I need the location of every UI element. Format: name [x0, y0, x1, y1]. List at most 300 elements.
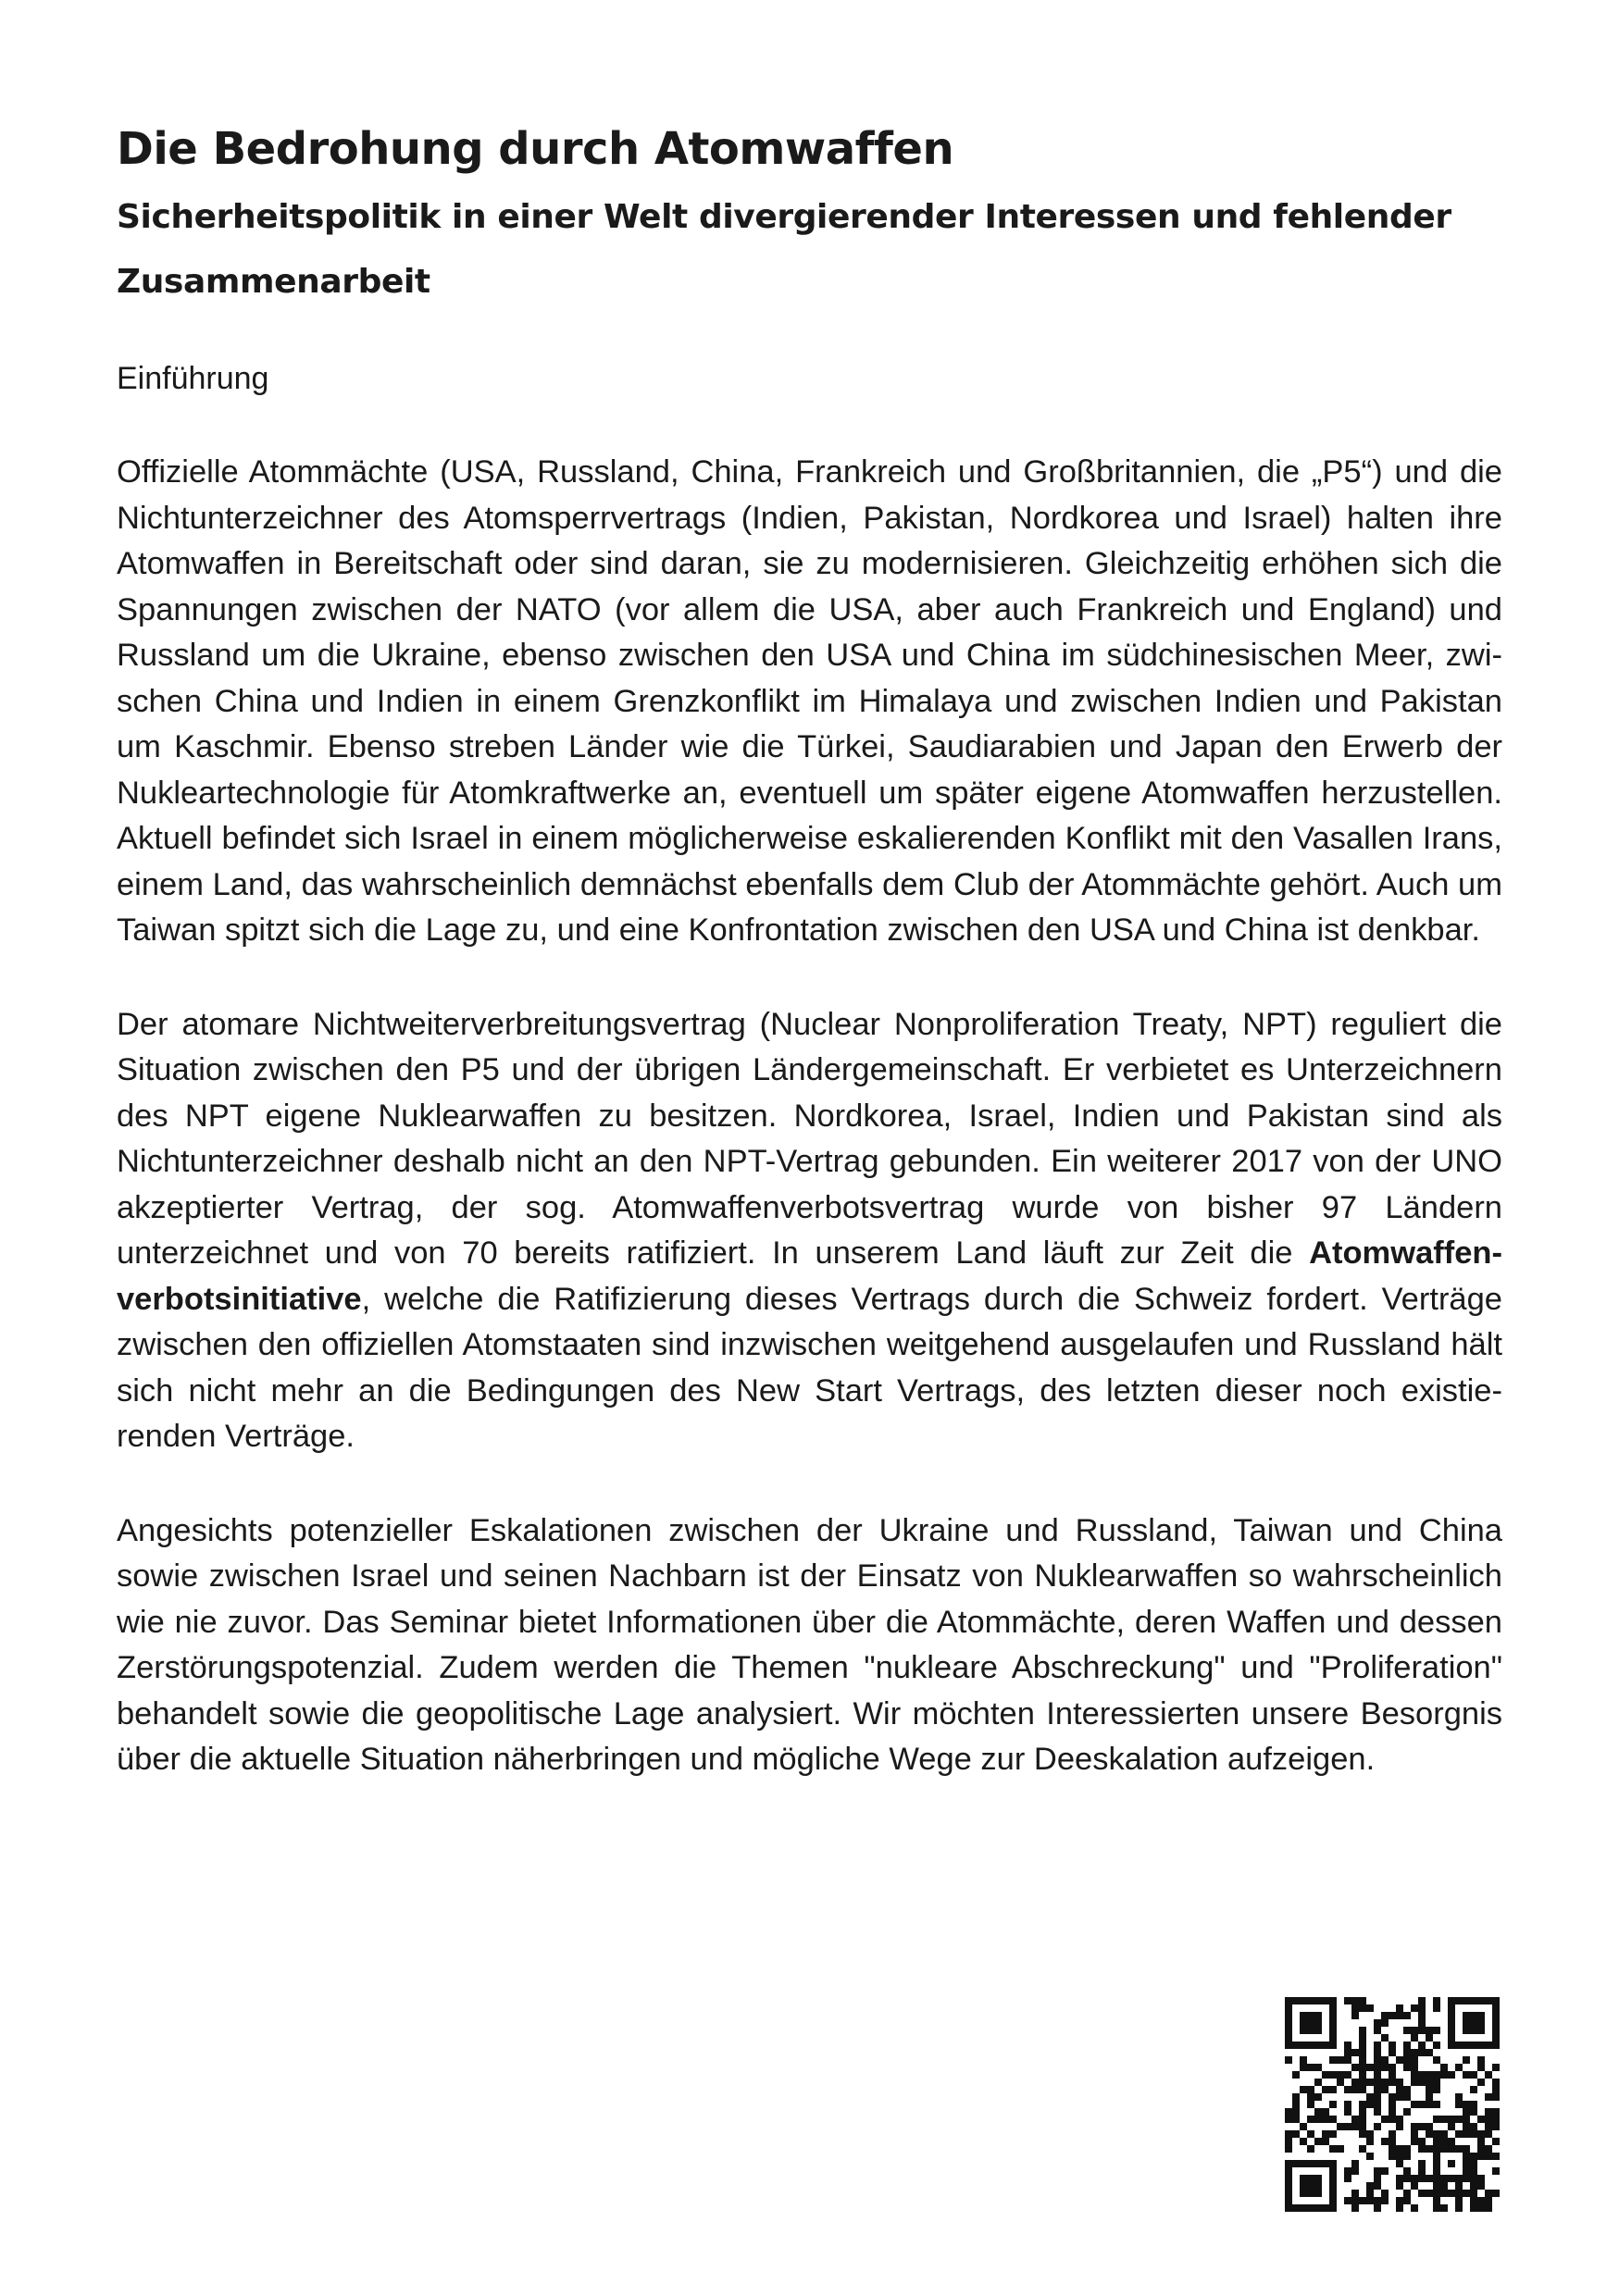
qr-module — [1351, 2064, 1359, 2071]
qr-module — [1463, 2130, 1470, 2138]
qr-module — [1329, 2071, 1337, 2079]
qr-module — [1300, 2012, 1307, 2019]
qr-module — [1470, 2182, 1477, 2190]
qr-module — [1485, 2123, 1492, 2130]
qr-module — [1381, 2116, 1389, 2123]
qr-module — [1455, 1997, 1463, 2004]
qr-module — [1292, 2204, 1300, 2212]
qr-module — [1426, 2175, 1433, 2182]
qr-module — [1314, 2012, 1322, 2019]
qr-module — [1463, 2071, 1470, 2079]
qr-module — [1403, 2012, 1411, 2019]
qr-module — [1440, 2190, 1448, 2197]
qr-module — [1307, 2093, 1314, 2101]
qr-module — [1292, 2093, 1300, 2101]
qr-module — [1322, 2108, 1329, 2116]
qr-module — [1285, 2190, 1292, 2197]
qr-module — [1292, 2160, 1300, 2167]
qr-module — [1455, 2064, 1463, 2071]
qr-module — [1329, 1997, 1337, 2004]
qr-module — [1292, 2108, 1300, 2116]
qr-module — [1492, 2138, 1500, 2145]
qr-module — [1344, 2042, 1351, 2049]
qr-module — [1300, 2027, 1307, 2034]
qr-module — [1455, 2190, 1463, 2197]
qr-module — [1470, 2101, 1477, 2108]
qr-module — [1470, 2086, 1477, 2093]
qr-module — [1344, 2049, 1351, 2056]
qr-module — [1329, 2019, 1337, 2027]
qr-module — [1300, 2190, 1307, 2197]
qr-module — [1374, 2049, 1381, 2056]
qr-module — [1359, 2027, 1366, 2034]
qr-module — [1374, 2197, 1381, 2204]
qr-module — [1322, 2116, 1329, 2123]
qr-module — [1492, 2019, 1500, 2027]
qr-module — [1477, 2056, 1485, 2064]
qr-module — [1492, 2034, 1500, 2042]
qr-module — [1477, 2138, 1485, 2145]
qr-module — [1477, 2042, 1485, 2049]
qr-module — [1307, 2027, 1314, 2034]
qr-module — [1329, 2182, 1337, 2190]
qr-module — [1374, 2175, 1381, 2182]
qr-module — [1411, 2034, 1418, 2042]
qr-module — [1448, 2145, 1455, 2153]
qr-module — [1300, 2160, 1307, 2167]
qr-module — [1381, 2167, 1389, 2175]
qr-module — [1470, 2012, 1477, 2019]
qr-module — [1307, 2116, 1314, 2123]
qr-module — [1485, 2197, 1492, 2204]
qr-module — [1448, 2175, 1455, 2182]
qr-module — [1307, 2160, 1314, 2167]
qr-module — [1492, 2153, 1500, 2160]
qr-module — [1366, 2064, 1374, 2071]
qr-module — [1477, 2064, 1485, 2071]
qr-module — [1440, 2116, 1448, 2123]
qr-module — [1389, 2101, 1396, 2108]
qr-module — [1322, 2160, 1329, 2167]
qr-module — [1455, 2204, 1463, 2212]
qr-module — [1359, 2056, 1366, 2064]
qr-module — [1314, 2138, 1322, 2145]
qr-module — [1344, 1997, 1351, 2004]
qr-module — [1285, 2116, 1292, 2123]
qr-module — [1477, 2197, 1485, 2204]
qr-module — [1329, 2160, 1337, 2167]
qr-module — [1403, 2167, 1411, 2175]
qr-module — [1329, 2145, 1337, 2153]
qr-module — [1463, 2042, 1470, 2049]
qr-module — [1463, 2101, 1470, 2108]
qr-module — [1485, 2042, 1492, 2049]
qr-module — [1329, 2056, 1337, 2064]
qr-module — [1403, 2093, 1411, 2101]
qr-module — [1455, 2130, 1463, 2138]
qr-module — [1433, 2160, 1440, 2167]
qr-module — [1351, 2012, 1359, 2019]
qr-module — [1337, 2079, 1344, 2086]
qr-module — [1492, 2004, 1500, 2012]
qr-module — [1366, 2101, 1374, 2108]
qr-module — [1470, 2190, 1477, 2197]
qr-module — [1381, 2197, 1389, 2204]
qr-module — [1285, 2056, 1292, 2064]
qr-module — [1418, 2101, 1426, 2108]
qr-module — [1411, 2079, 1418, 2086]
qr-module — [1344, 2197, 1351, 2204]
qr-module — [1403, 2027, 1411, 2034]
qr-module — [1433, 2101, 1440, 2108]
qr-module — [1492, 2123, 1500, 2130]
qr-module — [1285, 2160, 1292, 2167]
qr-module — [1470, 2108, 1477, 2116]
qr-module — [1359, 2004, 1366, 2012]
qr-module — [1285, 1997, 1292, 2004]
qr-module — [1389, 2064, 1396, 2071]
qr-module — [1470, 2167, 1477, 2175]
qr-module — [1396, 2145, 1403, 2153]
qr-module — [1329, 2197, 1337, 2204]
qr-module — [1285, 2034, 1292, 2042]
qr-module — [1396, 2204, 1403, 2212]
qr-module — [1403, 2190, 1411, 2197]
qr-module — [1351, 1997, 1359, 2004]
qr-module — [1448, 2160, 1455, 2167]
qr-module — [1344, 2175, 1351, 2182]
qr-module — [1426, 2093, 1433, 2101]
qr-module — [1448, 2138, 1455, 2145]
qr-module — [1485, 2204, 1492, 2212]
page-title: Die Bedrohung durch Atomwaffen — [117, 123, 954, 175]
qr-module — [1381, 2012, 1389, 2019]
qr-module — [1477, 2153, 1485, 2160]
qr-module — [1433, 2175, 1440, 2182]
qr-module — [1403, 2197, 1411, 2204]
qr-module — [1351, 2079, 1359, 2086]
qr-module — [1381, 2079, 1389, 2086]
qr-module — [1433, 2167, 1440, 2175]
qr-module — [1418, 2042, 1426, 2049]
qr-module — [1359, 2049, 1366, 2056]
paragraph-1: Offizielle Atommächte (USA, Russland, China, Frankreich und Großbritannien, die „P5“) und die Nichtunterzeichner des Atomsperrvertrags (Indien, Pakistan, Nordkorea und Israel) halten ihre Atomwaffen in Bereitschaft oder sind daran, sie zu modernisieren. Gleichzeitig erhöhen sich die Spannungen zwischen der NATO (vor allem die USA, aber auch Frankreich und England) und Russland um die Ukraine, ebenso zwischen den USA und China im südchinesischen Meer, zwischen China und Indien in einem Grenzkonflikt im Himalaya und zwischen Indien und Pakistan um Kaschmir. Ebenso streben Länder wie die Türkei, Saudiarabien und Japan den Erwerb der Nukleartechnologie für Atomkraftwerke an, eventuell um später eigene Atomwaffen herzustellen. Aktuell befindet sich Israel in einem möglicherweise eskalierenden Konflikt mit den Vasallen Irans, einem Land, das wahrscheinlich demnächst ebenfalls dem Club der Atommächte gehört. Auch um Taiwan spitzt sich die Lage zu, und eine Konfrontation zwischen den USA und China ist denkbar. — [117, 454, 1502, 948]
qr-module — [1329, 2101, 1337, 2108]
qr-module — [1366, 2079, 1374, 2086]
qr-module — [1300, 2086, 1307, 2093]
qr-module — [1351, 2116, 1359, 2123]
qr-module — [1470, 2160, 1477, 2167]
qr-module — [1418, 2071, 1426, 2079]
qr-module — [1433, 2197, 1440, 2204]
qr-module — [1492, 2190, 1500, 2197]
qr-module — [1411, 2004, 1418, 2012]
qr-module — [1492, 2086, 1500, 2093]
qr-module — [1374, 2042, 1381, 2049]
qr-module — [1314, 2027, 1322, 2034]
qr-module — [1374, 2108, 1381, 2116]
qr-module — [1485, 2145, 1492, 2153]
qr-module — [1411, 2049, 1418, 2056]
qr-module — [1307, 2190, 1314, 2197]
qr-module — [1448, 2071, 1455, 2079]
qr-module — [1455, 2182, 1463, 2190]
qr-module — [1411, 2175, 1418, 2182]
qr-module — [1403, 2108, 1411, 2116]
qr-module — [1477, 2182, 1485, 2190]
qr-module — [1440, 2182, 1448, 2190]
qr-module — [1418, 2012, 1426, 2019]
qr-module — [1389, 2049, 1396, 2056]
qr-module — [1285, 2204, 1292, 2212]
qr-module — [1463, 2167, 1470, 2175]
qr-module — [1463, 2027, 1470, 2034]
qr-module — [1322, 2086, 1329, 2093]
qr-module — [1470, 1997, 1477, 2004]
qr-module — [1292, 2130, 1300, 2138]
qr-module — [1381, 2086, 1389, 2093]
qr-module — [1477, 2130, 1485, 2138]
qr-module — [1314, 2190, 1322, 2197]
qr-module — [1396, 2086, 1403, 2093]
qr-module — [1285, 2130, 1292, 2138]
qr-module — [1389, 2108, 1396, 2116]
qr-module — [1492, 2042, 1500, 2049]
qr-module — [1403, 2175, 1411, 2182]
qr-module — [1351, 2167, 1359, 2175]
qr-module — [1477, 2012, 1485, 2019]
qr-module — [1418, 2160, 1426, 2167]
qr-module — [1351, 2204, 1359, 2212]
qr-module — [1426, 2190, 1433, 2197]
qr-module — [1440, 2138, 1448, 2145]
qr-module — [1344, 2101, 1351, 2108]
qr-module — [1359, 2108, 1366, 2116]
qr-module — [1418, 2123, 1426, 2130]
qr-module — [1314, 2175, 1322, 2182]
qr-module — [1374, 2027, 1381, 2034]
qr-module — [1374, 2071, 1381, 2079]
qr-module — [1389, 2116, 1396, 2123]
qr-module — [1477, 2204, 1485, 2212]
qr-module — [1477, 2027, 1485, 2034]
qr-module — [1411, 2027, 1418, 2034]
qr-module — [1344, 2108, 1351, 2116]
qr-module — [1381, 2138, 1389, 2145]
qr-module — [1359, 1997, 1366, 2004]
qr-module — [1411, 2056, 1418, 2064]
qr-module — [1411, 2130, 1418, 2138]
qr-module — [1285, 2197, 1292, 2204]
qr-module — [1426, 2079, 1433, 2086]
qr-module — [1285, 2108, 1292, 2116]
qr-module — [1285, 2004, 1292, 2012]
qr-module — [1300, 2019, 1307, 2027]
qr-module — [1366, 2130, 1374, 2138]
qr-module — [1418, 2079, 1426, 2086]
qr-module — [1396, 2153, 1403, 2160]
qr-module — [1374, 2019, 1381, 2027]
qr-module — [1433, 1997, 1440, 2004]
qr-module — [1463, 2012, 1470, 2019]
qr-module — [1470, 2153, 1477, 2160]
qr-module — [1433, 2190, 1440, 2197]
qr-module — [1470, 2175, 1477, 2182]
qr-module — [1351, 2004, 1359, 2012]
initiative-emphasis: Atomwaffenverbotsinitiative — [117, 1235, 1502, 1317]
qr-module — [1322, 2042, 1329, 2049]
qr-module — [1374, 2079, 1381, 2086]
qr-module — [1314, 2064, 1322, 2071]
qr-module — [1389, 2093, 1396, 2101]
qr-module — [1285, 2145, 1292, 2153]
qr-module — [1351, 2197, 1359, 2204]
qr-module — [1418, 2190, 1426, 2197]
qr-module — [1300, 2175, 1307, 2182]
qr-module — [1314, 2116, 1322, 2123]
paragraph-2 — [117, 1002, 1502, 1460]
qr-module — [1463, 2175, 1470, 2182]
qr-module — [1463, 2145, 1470, 2153]
qr-module — [1448, 2027, 1455, 2034]
qr-module — [1329, 2034, 1337, 2042]
qr-module — [1300, 2204, 1307, 2212]
qr-module — [1485, 2108, 1492, 2116]
qr-module — [1359, 2145, 1366, 2153]
qr-module — [1292, 1997, 1300, 2004]
qr-module — [1314, 2093, 1322, 2101]
qr-module — [1463, 2108, 1470, 2116]
qr-module — [1463, 2153, 1470, 2160]
qr-module — [1359, 2042, 1366, 2049]
qr-module — [1307, 2012, 1314, 2019]
qr-module — [1322, 2204, 1329, 2212]
qr-module — [1440, 2145, 1448, 2153]
qr-module — [1359, 2130, 1366, 2138]
qr-module — [1492, 2116, 1500, 2123]
qr-module — [1455, 2175, 1463, 2182]
qr-module — [1470, 2042, 1477, 2049]
qr-module — [1485, 2153, 1492, 2160]
qr-module — [1477, 2079, 1485, 2086]
qr-module — [1426, 2034, 1433, 2042]
qr-module — [1389, 2145, 1396, 2153]
qr-module — [1285, 2138, 1292, 2145]
qr-module — [1440, 2071, 1448, 2079]
qr-module — [1389, 2071, 1396, 2079]
qr-module — [1418, 2138, 1426, 2145]
qr-module — [1381, 2064, 1389, 2071]
paragraph-3: Angesichts potenzieller Eskalationen zwischen der Ukraine und Russland, Taiwan und China sowie zwischen Israel und seinen Nachbarn ist der Einsatz von Nuklearwaffen so wahrscheinlich wie nie zuvor. Das Seminar bietet Informationen über die Atommächte, deren Waffen und dessen Zerstörungspotenzial. Zudem werden die Themen "nukleare Abschreckung" und "Proliferation" behandelt sowie die geopolitische Lage analysiert. Wir möchten Interessierten unsere Besorgnis über die aktuelle Situation näherbringen und mögliche Wege zur Deeskalation aufzeigen. — [117, 1512, 1502, 1777]
qr-module — [1337, 2123, 1344, 2130]
qr-module — [1314, 2019, 1322, 2027]
qr-module — [1359, 2034, 1366, 2042]
qr-module — [1322, 2138, 1329, 2145]
qr-module — [1492, 2167, 1500, 2175]
qr-module — [1418, 2027, 1426, 2034]
qr-code-icon[interactable] — [1285, 1997, 1500, 2212]
qr-module — [1351, 2160, 1359, 2167]
qr-module — [1396, 2012, 1403, 2019]
section-label: Einführung — [117, 361, 269, 396]
qr-module — [1389, 2012, 1396, 2019]
qr-module — [1314, 2182, 1322, 2190]
qr-module — [1359, 2079, 1366, 2086]
qr-module — [1411, 2064, 1418, 2071]
qr-module — [1433, 2145, 1440, 2153]
qr-module — [1448, 2012, 1455, 2019]
qr-module — [1433, 2027, 1440, 2034]
qr-module — [1455, 2101, 1463, 2108]
qr-module — [1433, 2204, 1440, 2212]
qr-module — [1477, 2019, 1485, 2027]
qr-module — [1426, 2049, 1433, 2056]
qr-module — [1374, 2182, 1381, 2190]
qr-module — [1322, 2071, 1329, 2079]
qr-module — [1285, 2042, 1292, 2049]
qr-module — [1389, 2138, 1396, 2145]
qr-module — [1374, 2123, 1381, 2130]
qr-module — [1485, 2190, 1492, 2197]
qr-module — [1426, 2130, 1433, 2138]
qr-module — [1440, 2204, 1448, 2212]
qr-module — [1477, 2145, 1485, 2153]
qr-module — [1285, 2027, 1292, 2034]
qr-module — [1374, 2086, 1381, 2093]
qr-module — [1359, 2123, 1366, 2130]
qr-module — [1448, 2004, 1455, 2012]
qr-module — [1366, 2093, 1374, 2101]
qr-module — [1344, 2071, 1351, 2079]
qr-module — [1374, 2167, 1381, 2175]
qr-module — [1329, 2042, 1337, 2049]
qr-module — [1300, 2182, 1307, 2190]
qr-module — [1433, 2056, 1440, 2064]
qr-module — [1366, 2182, 1374, 2190]
qr-module — [1396, 2175, 1403, 2182]
qr-module — [1485, 2116, 1492, 2123]
qr-module — [1477, 1997, 1485, 2004]
qr-module — [1366, 2190, 1374, 2197]
qr-module — [1337, 2145, 1344, 2153]
qr-module — [1440, 2130, 1448, 2138]
qr-module — [1396, 2056, 1403, 2064]
qr-module — [1411, 2138, 1418, 2145]
qr-module — [1411, 2182, 1418, 2190]
qr-module — [1470, 2204, 1477, 2212]
qr-module — [1351, 2049, 1359, 2056]
qr-module — [1455, 2197, 1463, 2204]
qr-module — [1374, 2064, 1381, 2071]
qr-module — [1337, 2071, 1344, 2079]
qr-module — [1396, 2197, 1403, 2204]
qr-module — [1492, 2079, 1500, 2086]
qr-module — [1470, 2019, 1477, 2027]
qr-module — [1322, 2130, 1329, 2138]
qr-module — [1477, 2116, 1485, 2123]
qr-module — [1381, 2056, 1389, 2064]
qr-module — [1396, 2123, 1403, 2130]
qr-module — [1329, 2116, 1337, 2123]
qr-module — [1285, 2175, 1292, 2182]
qr-module — [1396, 2093, 1403, 2101]
qr-module — [1411, 2101, 1418, 2108]
qr-module — [1470, 2027, 1477, 2034]
qr-module — [1448, 2034, 1455, 2042]
qr-module — [1485, 1997, 1492, 2004]
qr-module — [1492, 1997, 1500, 2004]
qr-module — [1470, 2123, 1477, 2130]
